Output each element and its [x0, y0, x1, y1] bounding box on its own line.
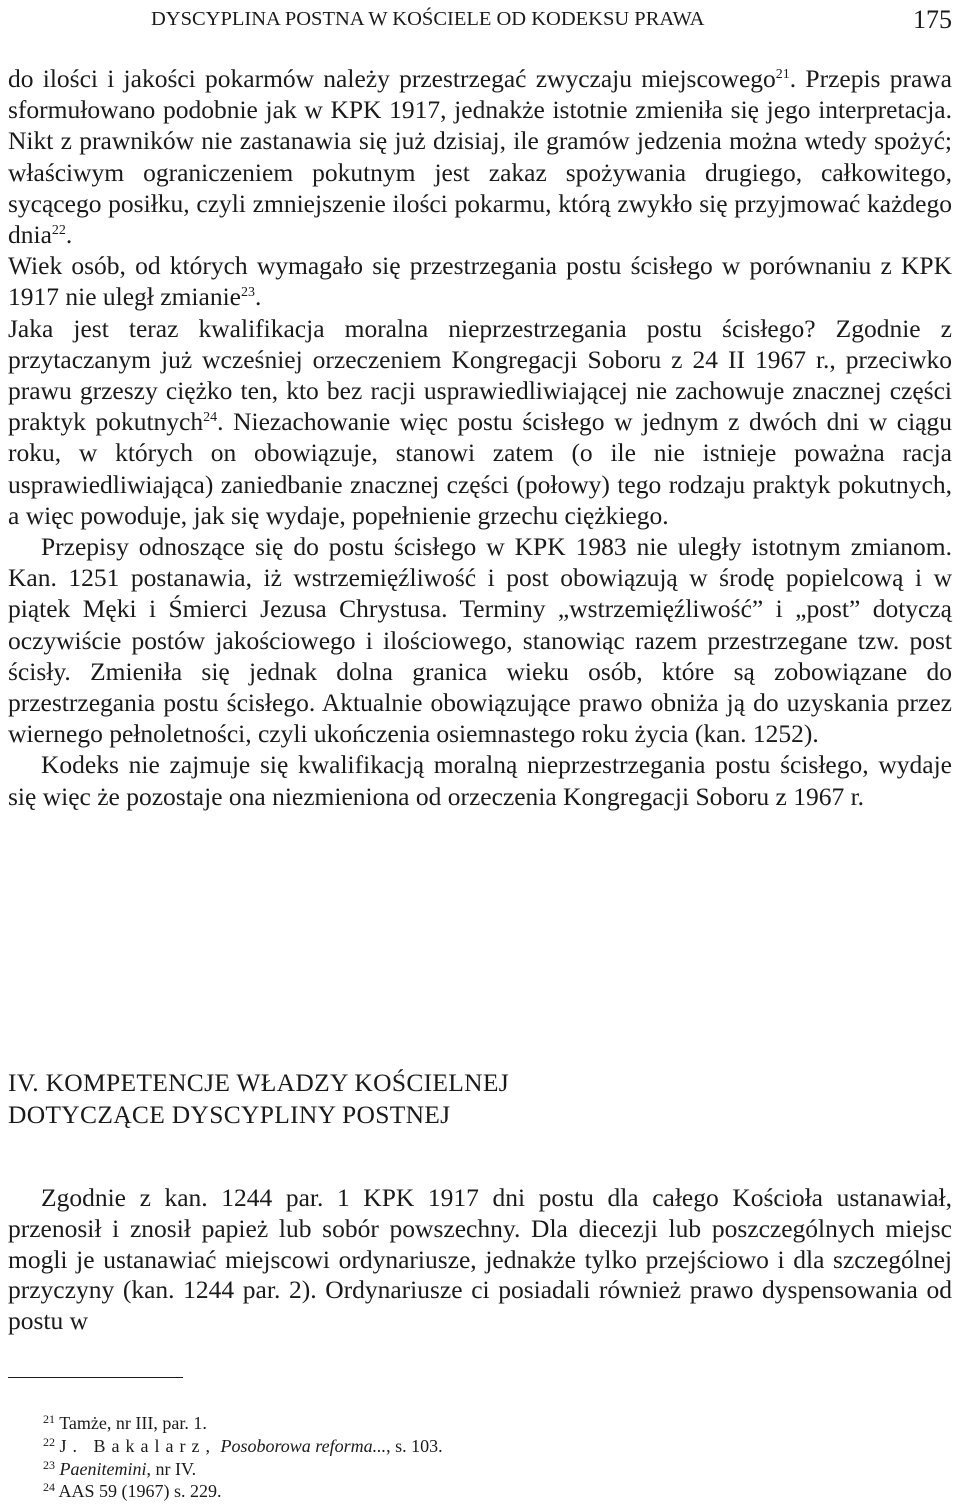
- footnote-text: AAS 59 (1967) s. 229.: [58, 1481, 222, 1502]
- footnote-title: Posoborowa reforma...: [220, 1435, 387, 1456]
- footnote-ref-24[interactable]: 24: [203, 410, 218, 426]
- paragraph-text: . Niezachowanie więc postu ścisłego w jednym z dwóch dni w ciągu roku, w których on obowiązuje, stanowi zatem (o ile nie istnieje poważna racja usprawiedliwiająca) zaniedbanie znacznej części (połowy) tego rodzaju praktyk pokutnych, a więc powoduje, jak się wydaje, popełnienie grzechu ciężkiego.: [8, 407, 952, 530]
- footnote-text: , s. 103.: [386, 1435, 443, 1456]
- paragraph-3: [8, 313, 952, 531]
- paragraph-text: Jaka jest teraz kwalifikacja moralna nieprzestrzegania postu ścisłego? Zgodnie z przytaczanym już wcześniej orzeczeniem Kongregacji Soboru z 24 II 1967 r., przeciwko prawu grzeszy ciężko ten, kto bez racji usprawiedliwiającej nie zachowuje znacznej części praktyk pokutnych: [8, 313, 952, 437]
- footnote-23: [43, 1458, 443, 1481]
- paragraph-4: Przepisy odnoszące się do postu ścisłego w KPK 1983 nie uległy istotnym zmianom. Kan. 1251 postanawia, iż wstrzemięźliwość i post obowiązują w środę popielcową i w piątek Męki i Śmierci Jezusa Chrystusa. Terminy „wstrzemięźliwość” i „post” dotyczą oczywiście postów jakościowego i ilościowego, stanowiąc razem przestrzegane tzw. post ścisły. Zmieniła się jednak dolna granica wieku osób, które są zobowiązane do przestrzegania postu ścisłego. Aktualnie obowiązujące prawo obniża ją do uzyskania przez wiernego pełnoletności, czyli ukończenia osiemnastego roku życia (kan. 1252).: [8, 532, 952, 749]
- footnote-ref-21[interactable]: 21: [775, 67, 790, 82]
- section-heading: [8, 1067, 509, 1131]
- paragraph-2: [8, 250, 952, 312]
- section-heading-line-1: IV. KOMPETENCJE WŁADZY KOŚCIELNEJ: [8, 1068, 509, 1097]
- footnote-author: J. Bakalarz,: [59, 1435, 216, 1456]
- page-number: 175: [913, 5, 952, 34]
- footnote-title: Paenitemini: [59, 1458, 147, 1479]
- running-header: [42, 5, 952, 39]
- footnote-text: , nr IV.: [146, 1458, 197, 1479]
- paragraph-text: do ilości i jakości pokarmów należy przestrzegać zwyczaju miejscowego: [8, 64, 776, 93]
- footnote-text: Tamże, nr III, par. 1.: [59, 1413, 207, 1433]
- running-title: DYSCYPLINA POSTNA W KOŚCIELE OD KODEKSU PRAWA: [151, 8, 705, 30]
- footnote-ref-22[interactable]: 22: [51, 223, 66, 239]
- paragraph-text: . Przepis prawa sformułowano podobnie jak w KPK 1917, jednakże istotnie zmieniła się jego interpretacja. Nikt z prawników nie zastanawia się już dzisiaj, ile gramów jedzenia można wtedy spożyć; właściwym ograniczeniem pokutnym jest zakaz spożywania drugiego, całkowitego, sycącego posiłku, czyli zmniejszenie ilości pokarmu, którą zwykło się przyjmować każdego dnia: [8, 64, 952, 250]
- paragraph-5: Kodeks nie zajmuje się kwalifikacją moralną nieprzestrzegania postu ścisłego, wydaje się więc że pozostaje ona niezmieniona od orzeczenia Kongregacji Soboru z 1967 r.: [8, 750, 952, 811]
- footnote-number: 22: [43, 1434, 55, 1449]
- section-text: [8, 1183, 952, 1337]
- section-heading-line-2: DOTYCZĄCE DYSCYPLINY POSTNEJ: [8, 1100, 451, 1129]
- paragraph-text: Wiek osób, od których wymagało się przestrzegania postu ścisłego w porównaniu z KPK 1917 nie uległ zmianie: [8, 251, 952, 312]
- footnote-24: [43, 1480, 443, 1503]
- footnote-21: [43, 1412, 443, 1435]
- section-paragraph: Zgodnie z kan. 1244 par. 1 KPK 1917 dni postu dla całego Kościoła ustanawiał, przenosił i znosił papież lub sobór powszechny. Dla diecezji lub poszczególnych miejsc mogli je ustanawiać miejscowi ordynariusze, jednakże tylko przejściowo i dla szczególnej przyczyny (kan. 1244 par. 2). Ordynariusze ci posiadali również prawo dyspensowania od postu w: [8, 1183, 952, 1336]
- footnote-22: [43, 1435, 443, 1458]
- footnotes: [43, 1412, 443, 1503]
- paragraph-1: [8, 63, 952, 250]
- paragraph-text: .: [254, 282, 262, 312]
- paragraph-text: .: [65, 220, 73, 250]
- footnote-number: 23: [43, 1457, 55, 1472]
- footnote-number: 24: [43, 1480, 55, 1495]
- body-text: [8, 63, 952, 812]
- footnote-number: 21: [43, 1412, 55, 1426]
- footnote-ref-23[interactable]: 23: [240, 285, 255, 301]
- footnote-separator: [8, 1377, 183, 1378]
